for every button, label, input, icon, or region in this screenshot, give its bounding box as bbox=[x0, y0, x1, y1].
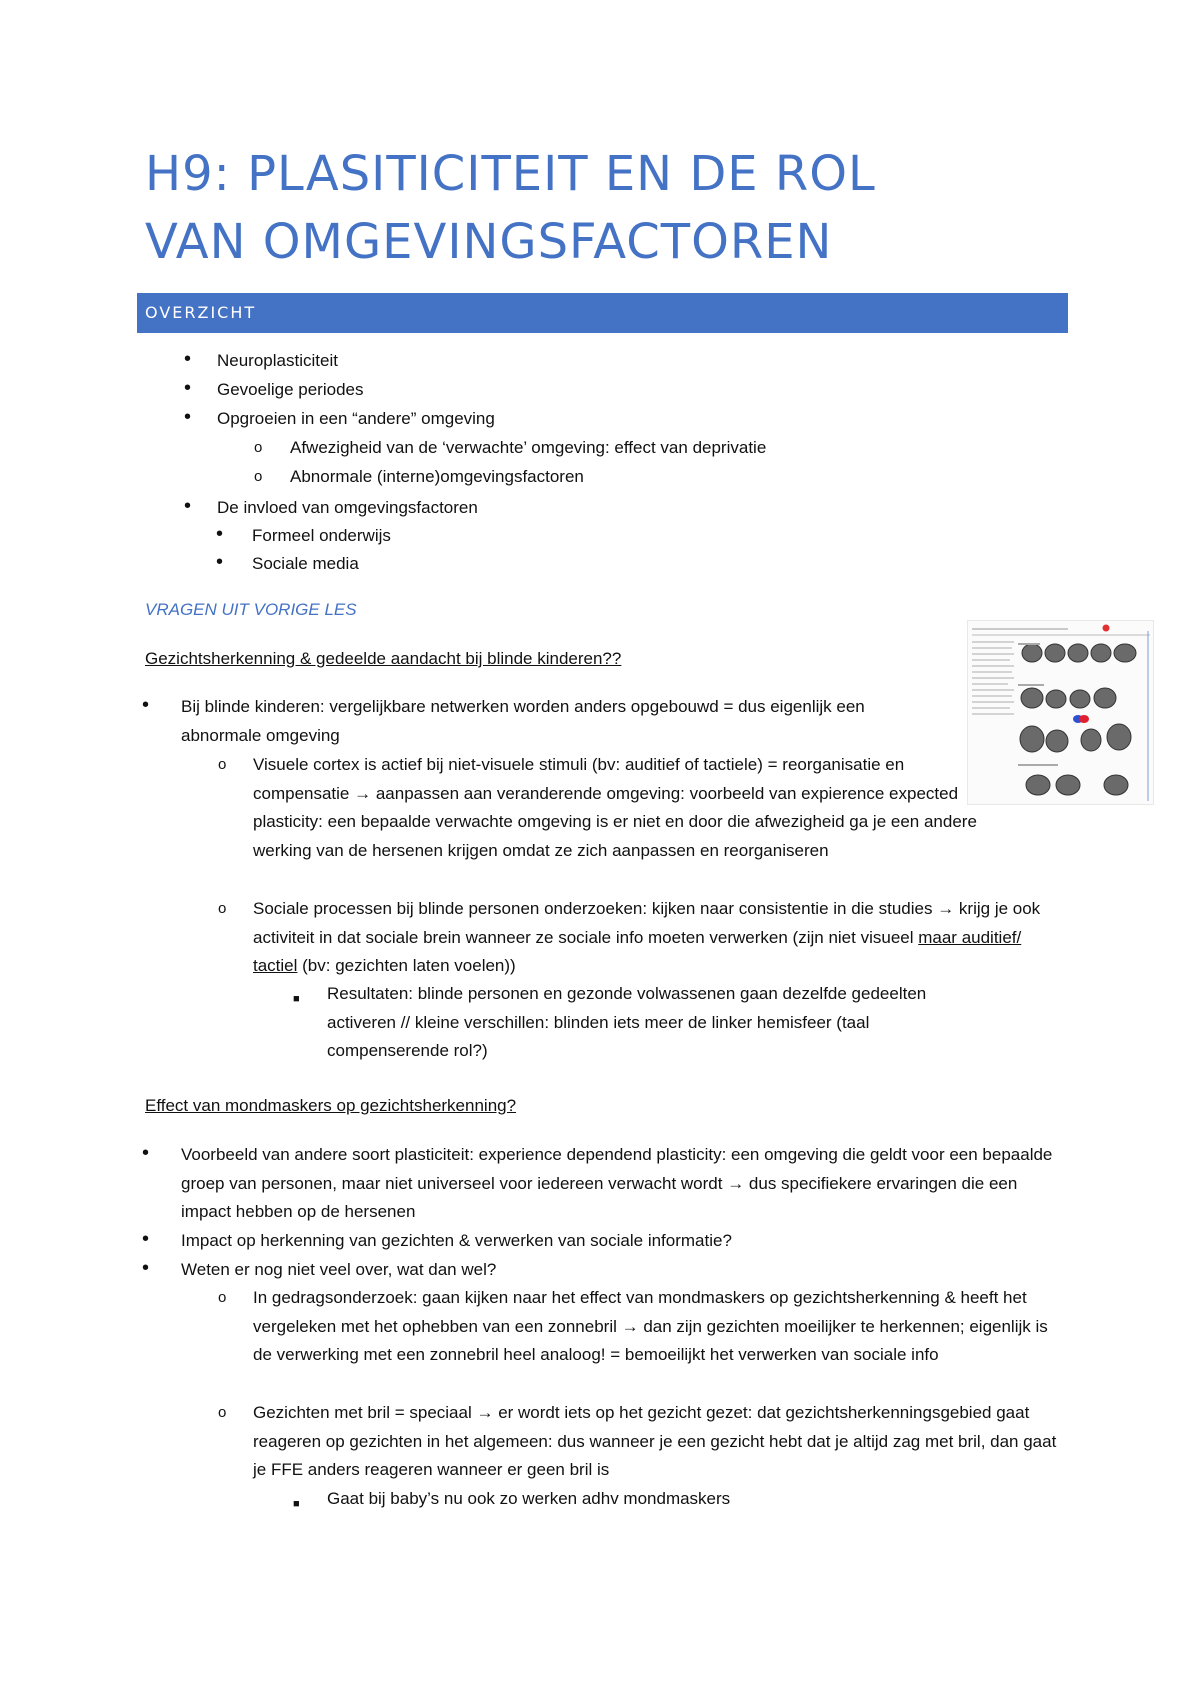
bullet-circle-icon: o bbox=[218, 1289, 227, 1306]
bullet-dot-icon: • bbox=[142, 1228, 150, 1250]
section-heading-bar bbox=[137, 293, 1068, 333]
vragen-heading: VRAGEN UIT VORIGE LES bbox=[145, 600, 357, 619]
question-heading: Effect van mondmaskers op gezichtsherkenning? bbox=[145, 1096, 517, 1115]
bullet-dot-icon: • bbox=[216, 551, 224, 573]
bullet-square-icon: ■ bbox=[293, 993, 300, 1005]
question-heading: Gezichtsherkenning & gedeelde aandacht bij blinde kinderen?? bbox=[145, 649, 622, 668]
document-title bbox=[145, 140, 1045, 276]
bullet-dot-icon: • bbox=[184, 348, 192, 370]
q2-subbullet-2: Gezichten met bril = speciaal → er wordt iets op het gezicht gezet: dat gezichtsherkenningsgebied gaat reageren op gezichten in het algemeen: dus wanneer je een gezicht hebt dat je altijd zag met bril, dan gaat je FFE anders reageren wanneer er geen bril is bbox=[253, 1403, 1057, 1479]
bullet-dot-icon: • bbox=[216, 523, 224, 545]
bullet-dot-icon: • bbox=[184, 495, 192, 517]
title-line-2: VAN OMGEVINGSFACTOREN bbox=[145, 214, 833, 270]
q2-bullet-1: Voorbeeld van andere soort plasticiteit: experience dependend plasticity: een omgeving die geldt voor een bepaalde groep van personen, maar niet universeel voor iedereen verwacht wordt → dus specifiekere ervaringen die een impact hebben op de hersenen bbox=[181, 1145, 1053, 1221]
bullet-circle-icon: o bbox=[218, 756, 227, 773]
q2-bullet-3: Weten er nog niet veel over, wat dan wel? bbox=[181, 1260, 497, 1279]
title-line-1: H9: PLASITICITEIT EN DE ROL bbox=[145, 146, 876, 202]
overview-subitem: Afwezigheid van de ‘verwachte’ omgeving: effect van deprivatie bbox=[290, 438, 767, 457]
bullet-dot-icon: • bbox=[184, 406, 192, 428]
bullet-dot-icon: • bbox=[184, 377, 192, 399]
brain-scans-figure bbox=[967, 620, 1154, 805]
overview-subitem: Sociale media bbox=[252, 554, 359, 573]
q2-subsubbullet-1: Gaat bij baby’s nu ook zo werken adhv mondmaskers bbox=[327, 1489, 731, 1508]
q1-subsubbullet-1: Resultaten: blinde personen en gezonde volwassenen gaan dezelfde gedeelten activeren // kleine verschillen: blinden iets meer de linker hemisfeer (taal compenserende rol?) bbox=[327, 984, 927, 1060]
overview-item: Opgroeien in een “andere” omgeving bbox=[217, 409, 495, 428]
bullet-circle-icon: o bbox=[218, 1404, 227, 1421]
overview-item: Neuroplasticiteit bbox=[217, 351, 338, 370]
bullet-square-icon: ■ bbox=[293, 1498, 300, 1510]
bullet-circle-icon: o bbox=[254, 468, 263, 485]
q2-bullet-2: Impact op herkenning van gezichten & verwerken van sociale informatie? bbox=[181, 1231, 732, 1250]
bullet-circle-icon: o bbox=[218, 900, 227, 917]
bullet-dot-icon: • bbox=[142, 694, 150, 716]
overview-subitem: Abnormale (interne)omgevingsfactoren bbox=[290, 467, 584, 486]
q1-subbullet-1: Visuele cortex is actief bij niet-visuele stimuli (bv: auditief of tactiele) = reorganisatie en compensatie → aanpassen aan veranderende omgeving: voorbeeld van expierence expected plasticity: een bepaalde verwachte omgeving is er niet en door die afwezigheid ga je een andere werking van de hersenen krijgen omdat ze zich aanpassen en reorganiseren bbox=[253, 755, 977, 860]
q1-underlined-text: maar auditief/ tactiel bbox=[253, 927, 1022, 975]
bullet-dot-icon: • bbox=[142, 1142, 150, 1164]
section-heading-label: OVERZICHT bbox=[145, 303, 257, 322]
q1-bullet-1: Bij blinde kinderen: vergelijkbare netwerken worden anders opgebouwd = dus eigenlijk een abnormale omgeving bbox=[181, 697, 865, 745]
overview-item: Gevoelige periodes bbox=[217, 380, 364, 399]
q2-subbullet-1: In gedragsonderzoek: gaan kijken naar het effect van mondmaskers op gezichtsherkenning & heeft het vergeleken met het ophebben van een zonnebril → dan zijn gezichten moeilijker te herkennen; eigenlijk is de verwerking met een zonnebril heel analoog! = bemoeilijkt het verwerken van sociale info bbox=[253, 1288, 1048, 1364]
bullet-circle-icon: o bbox=[254, 439, 263, 456]
q1-subbullet-2-end: (bv: gezichten laten voelen)) bbox=[297, 956, 516, 975]
q1-subbullet-2-text: Sociale processen bij blinde personen onderzoeken: kijken naar consistentie in die studies → krijg je ook activiteit in dat sociale brein wanneer ze sociale info moeten verwerken (zijn niet visueel bbox=[253, 899, 1041, 947]
q1-subbullet-2 bbox=[253, 895, 1063, 981]
brain-scans-image bbox=[968, 621, 1153, 804]
overview-subitem: Formeel onderwijs bbox=[252, 526, 391, 545]
bullet-dot-icon: • bbox=[142, 1257, 150, 1279]
overview-item: De invloed van omgevingsfactoren bbox=[217, 498, 478, 517]
